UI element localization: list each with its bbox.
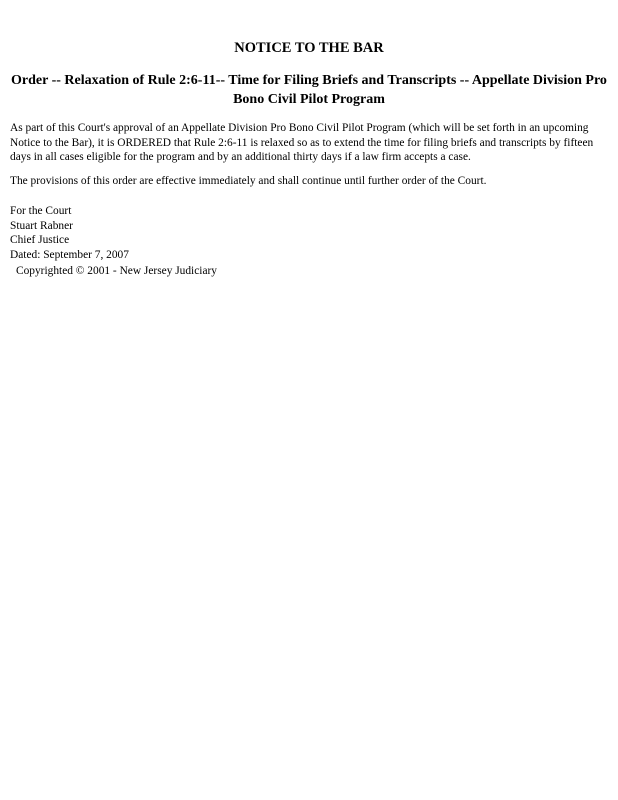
signature-line-title: Chief Justice <box>10 234 70 246</box>
signature-line-for-the-court: For the Court <box>10 205 72 217</box>
order-title: Order -- Relaxation of Rule 2:6-11-- Time for Filing Briefs and Transcripts -- Appellate Division Pro Bono Civil Pilot Program <box>11 73 607 107</box>
signature-line-name: Stuart Rabner <box>10 219 73 232</box>
order-paragraph-2: The provisions of this order are effective immediately and shall continue until further order of the Court. <box>10 175 487 187</box>
notice-title: NOTICE TO THE BAR <box>234 40 384 56</box>
signature-block <box>10 204 410 262</box>
signature-line-date: Dated: September 7, 2007 <box>10 248 129 261</box>
copyright-notice: Copyrighted © 2001 - New Jersey Judiciary <box>16 265 217 277</box>
order-paragraph-1: As part of this Court's approval of an Appellate Division Pro Bono Civil Pilot Program (which will be set forth in an upcoming Notice to the Bar), it is ORDERED that Rule 2:6-11 is relaxed so as to extend the time for filing briefs and transcripts by fifteen days in all cases eligible for the program and by an additional thirty days if a law firm accepts a case. <box>10 122 594 163</box>
